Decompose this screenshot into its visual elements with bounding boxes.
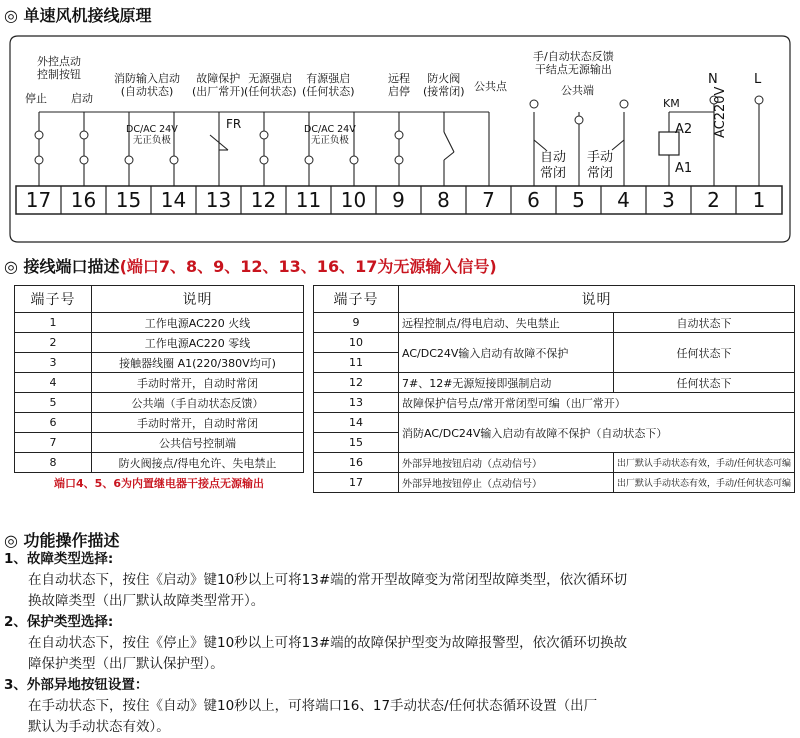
section3-title-text: 功能操作描述 [23, 531, 120, 550]
terminal-3: 3 [662, 188, 675, 212]
table-cell: 11 [314, 353, 399, 373]
common-end-label: 公共端 [561, 84, 594, 97]
table-cell: 防火阀接点/得电允许、失电禁止 [92, 453, 304, 473]
table-cell: 7 [15, 433, 92, 453]
table-cell: 自动状态下 [613, 313, 794, 333]
terminal-8: 8 [437, 188, 450, 212]
table-cell: 工作电源AC220 零线 [92, 333, 304, 353]
remote-label: 远程 启停 [388, 72, 410, 98]
table-cell: 出厂默认手动状态有效，手动/任何状态可编 [613, 453, 794, 473]
header-terminal: 端子号 [314, 286, 399, 313]
item-3-line: 默认为手动状态有效）。 [28, 719, 170, 735]
terminal-7: 7 [482, 188, 495, 212]
terminal-9: 9 [392, 188, 405, 212]
table-cell: 外部异地按钮启动（点动信号） [399, 453, 614, 473]
table-cell: 9 [314, 313, 399, 333]
terminal-2: 2 [707, 188, 720, 212]
table-cell: 消防AC/DC24V输入启动有故障不保护（自动状态下） [399, 413, 795, 453]
bullet-icon: ◎ [4, 531, 18, 550]
fr-label: FR [226, 117, 242, 131]
feedback-label: 手/自动状态反馈 干结点无源输出 [533, 50, 614, 76]
header-terminal: 端子号 [15, 286, 92, 313]
start-label: 启动 [71, 92, 93, 105]
table-cell: 工作电源AC220 火线 [92, 313, 304, 333]
l-label: L [754, 72, 762, 87]
item-2-heading: 2、保护类型选择: [4, 614, 114, 630]
table-cell: 接触器线圈 A1(220/380V均可) [92, 353, 304, 373]
table-cell: 2 [15, 333, 92, 353]
terminal-10: 10 [340, 188, 367, 212]
item-3-line: 在手动状态下，按住《自动》键10秒以上，可将端口16、17手动状态/任何状态循环设置（出厂 [28, 698, 598, 714]
item-2-line: 在自动状态下，按住《停止》键10秒以上可将13#端的故障保护型变为故障报警型，依次循环切换故 [28, 635, 628, 651]
table-cell: 7#、12#无源短接即强制启动 [399, 373, 614, 393]
terminal-11: 11 [295, 188, 322, 212]
table-cell: 5 [15, 393, 92, 413]
item-3-heading: 3、外部异地按钮设置： [4, 677, 149, 693]
section2-title [4, 254, 497, 277]
terminal-16: 16 [70, 188, 97, 212]
table-cell: 10 [314, 333, 399, 353]
item-1-line: 在自动状态下，按住《启动》键10秒以上可将13#端的常开型故障变为常闭型故障类型，依次循环切 [28, 572, 628, 588]
table-cell: 13 [314, 393, 399, 413]
a1-label: A1 [675, 161, 693, 176]
item-1-heading: 1、故障类型选择: [4, 551, 114, 567]
terminal-14: 14 [160, 188, 187, 212]
km-label: KM [663, 97, 680, 110]
a2-label: A2 [675, 122, 693, 137]
table-cell: 出厂默认手动状态有效，手动/任何状态可编 [613, 473, 794, 493]
n-label: N [708, 72, 718, 87]
terminal-1: 1 [752, 188, 766, 212]
header-desc: 说明 [399, 286, 795, 313]
function-description [4, 549, 796, 738]
table-cell: 故障保护信号点/常开常闭型可编（出厂常开） [399, 393, 795, 413]
table-cell: 任何状态下 [613, 333, 794, 373]
terminal-4: 4 [617, 188, 630, 212]
table-footer-note: 端口4、5、6为内置继电器干接点无源输出 [54, 476, 264, 490]
manual-nc-label: 手动 常闭 [587, 150, 614, 181]
fire-input-label: 消防输入启动 (自动状态) [114, 72, 180, 98]
section1-title-text: 单速风机接线原理 [23, 6, 152, 25]
item-2-line: 障保护类型（出厂默认保护型）。 [28, 656, 224, 672]
fire-valve-switch [444, 132, 454, 160]
table-cell: 15 [314, 433, 399, 453]
table-cell: 17 [314, 473, 399, 493]
section2-note: (端口7、8、9、12、13、16、17为无源输入信号) [119, 257, 497, 276]
table-cell: AC/DC24V输入启动有故障不保护 [399, 333, 614, 373]
terminal-13: 13 [205, 188, 232, 212]
fire-valve-label: 防火阀 (接常闭) [423, 72, 465, 98]
terminal-15: 15 [115, 188, 142, 212]
table-cell: 外部异地按钮停止（点动信号） [399, 473, 614, 493]
terminal-5: 5 [572, 188, 585, 212]
terminal-6: 6 [527, 188, 540, 212]
terminal-17: 17 [25, 188, 52, 212]
common-point-label: 公共点 [474, 80, 507, 93]
src-start-label: 有源强启 (任何状态) [302, 72, 355, 98]
table-cell: 14 [314, 413, 399, 433]
section2-title-text: 接线端口描述 [23, 257, 120, 276]
terminal-table-right [313, 285, 795, 493]
nosrc-start-label: 无源强启 (任何状态) [244, 72, 297, 98]
section3-title [4, 528, 120, 551]
table-cell: 手动时常开，自动时常闭 [92, 373, 304, 393]
table-cell: 手动时常开，自动时常闭 [92, 413, 304, 433]
table-cell: 3 [15, 353, 92, 373]
table-cell: 任何状态下 [613, 373, 794, 393]
item-1-line: 换故障类型（出厂默认故障类型常开）。 [28, 593, 265, 609]
stop-label: 停止 [25, 92, 47, 105]
bullet-icon: ◎ [4, 6, 18, 25]
table-cell: 8 [15, 453, 92, 473]
auto-nc-label: 自动 常闭 [540, 150, 567, 181]
table-cell: 4 [15, 373, 92, 393]
table-cell: 公共信号控制端 [92, 433, 304, 453]
table-cell: 远程控制点/得电启动、失电禁止 [399, 313, 614, 333]
table-cell: 12 [314, 373, 399, 393]
bullet-icon: ◎ [4, 257, 18, 276]
terminal-12: 12 [250, 188, 277, 212]
header-desc: 说明 [92, 286, 304, 313]
ac220v-label: AC220V [713, 86, 728, 138]
table-cell: 公共端（手自动状态反馈） [92, 393, 304, 413]
table-cell: 6 [15, 413, 92, 433]
table-cell: 1 [15, 313, 92, 333]
table-cell: 16 [314, 453, 399, 473]
dcac24-label-2: DC/AC 24V 无正负极 [304, 124, 356, 146]
ext-button-label: 外控点动 控制按钮 [37, 55, 81, 81]
dcac24-label-1: DC/AC 24V 无正负极 [126, 124, 178, 146]
terminal-table-left [14, 285, 304, 492]
terminal-numbers [16, 188, 782, 212]
fault-protect-label: 故障保护 (出厂常开) [192, 72, 245, 98]
